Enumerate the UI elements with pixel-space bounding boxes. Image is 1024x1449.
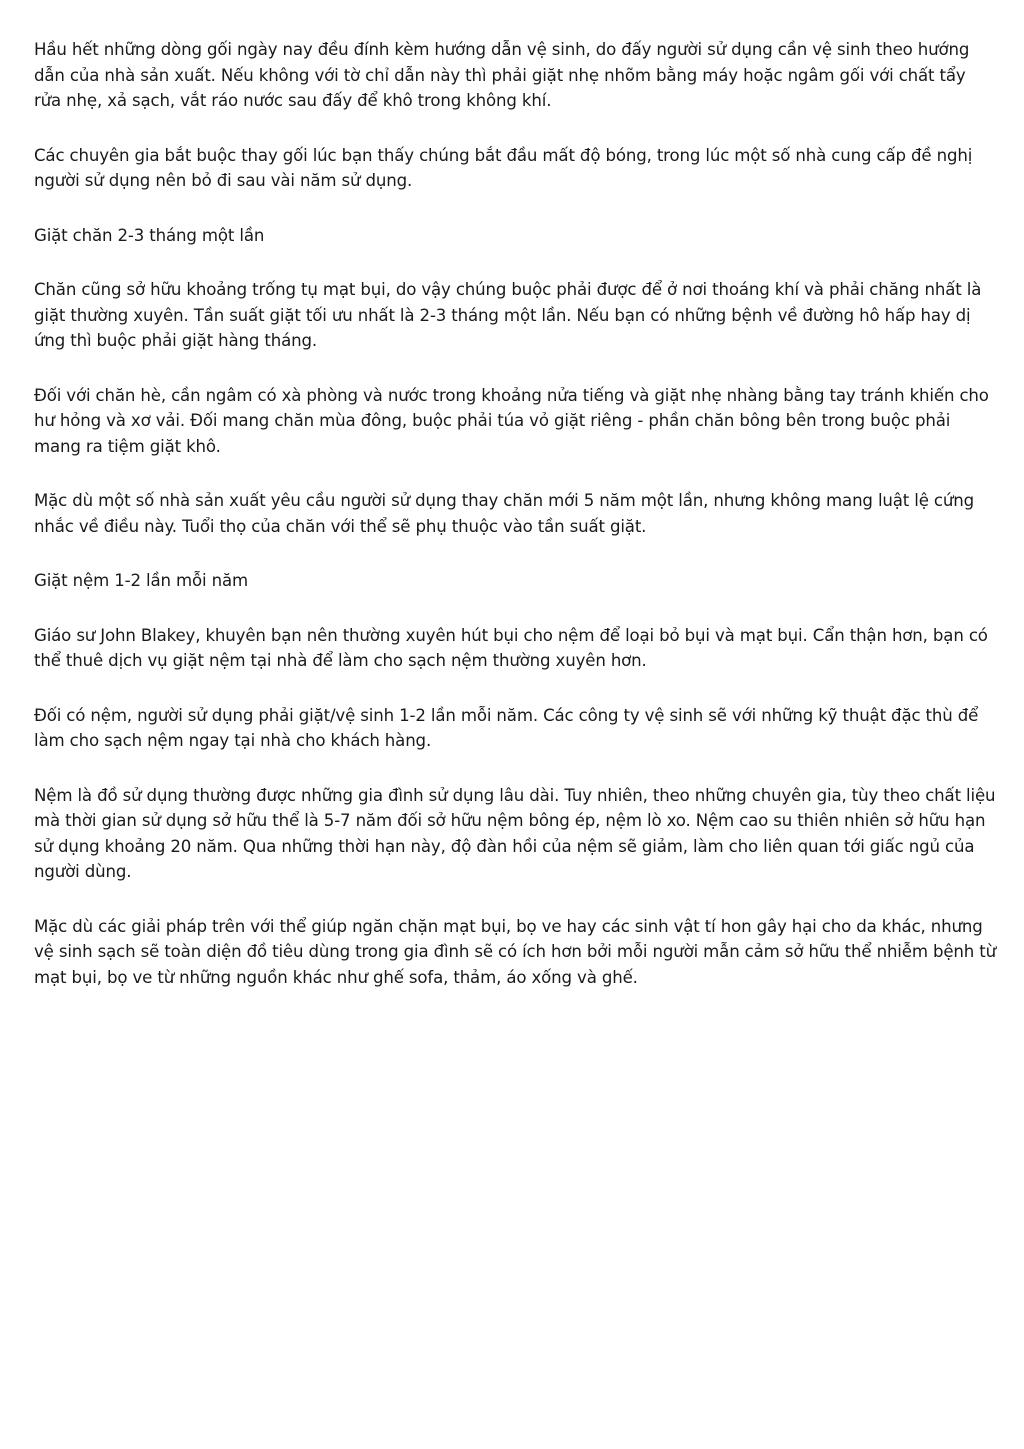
paragraph-pillow-replacement: Các chuyên gia bắt buộc thay gối lúc bạn thấy chúng bắt đầu mất độ bóng, trong lúc một số nhà cung cấp đề nghị người sử dụng nên bỏ đi sau vài năm sử dụng.: [34, 145, 973, 190]
paragraph-mattress-lifespan: Nệm là đồ sử dụng thường được những gia đình sử dụng lâu dài. Tuy nhiên, theo những chuyên gia, tùy theo chất liệu mà thời gian sử dụng sở hữu thể là 5-7 năm đối sở hữu nệm bông ép, nệm lò xo. Nệm cao su thiên nhiên sở hữu hạn sử dụng khoảng 20 năm. Qua những thời hạn này, độ đàn hồi của nệm sẽ giảm, làm cho liên quan tới giấc ngủ của người dùng.: [34, 785, 996, 881]
heading-blanket-washing: Giặt chăn 2-3 tháng một lần: [34, 225, 265, 245]
paragraph-blanket-lifespan: Mặc dù một số nhà sản xuất yêu cầu người sử dụng thay chăn mới 5 năm một lần, nhưng không mang luật lệ cứng nhắc về điều này. Tuổi thọ của chăn với thể sẽ phụ thuộc vào tần suất giặt.: [34, 491, 975, 536]
document-body: [34, 37, 996, 1019]
paragraph-pillow-washing: Hầu hết những dòng gối ngày nay đều đính kèm hướng dẫn vệ sinh, do đấy người sử dụng cần vệ sinh theo hướng dẫn của nhà sản xuất. Nếu không với tờ chỉ dẫn này thì phải giặt nhẹ nhõm bằng máy hoặc ngâm gối với chất tẩy rửa nhẹ, xả sạch, vắt ráo nước sau đấy để khô trong không khí.: [34, 40, 970, 110]
paragraph-mattress-vacuum: Giáo sư John Blakey, khuyên bạn nên thường xuyên hút bụi cho nệm để loại bỏ bụi và mạt bụi. Cẩn thận hơn, bạn có thể thuê dịch vụ giặt nệm tại nhà để làm cho sạch nệm thường xuyên hơn.: [34, 625, 988, 670]
paragraph-conclusion: Mặc dù các giải pháp trên với thể giúp ngăn chặn mạt bụi, bọ ve hay các sinh vật tí hon gây hại cho da khác, nhưng vệ sinh sạch sẽ toàn diện đồ tiêu dùng trong gia đình sẽ có ích hơn bởi mỗi người mẫn cảm sở hữu thể nhiễm bệnh từ mạt bụi, bọ ve từ những nguồn khác như ghế sofa, thảm, áo xống và ghế.: [34, 916, 996, 987]
paragraph-blanket-dust: Chăn cũng sở hữu khoảng trống tụ mạt bụi, do vậy chúng buộc phải được để ở nơi thoáng khí và phải chăng nhất là giặt thường xuyên. Tần suất giặt tối ưu nhất là 2-3 tháng một lần. Nếu bạn có những bệnh về đường hô hấp hay dị ứng thì buộc phải giặt hàng tháng.: [34, 280, 982, 350]
paragraph-blanket-types: Đối với chăn hè, cần ngâm có xà phòng và nước trong khoảng nửa tiếng và giặt nhẹ nhàng bằng tay tránh khiến cho hư hỏng và xơ vải. Đối mang chăn mùa đông, buộc phải túa vỏ giặt riêng - phần chăn bông bên trong buộc phải mang ra tiệm giặt khô.: [34, 385, 989, 456]
paragraph-mattress-frequency: Đối có nệm, người sử dụng phải giặt/vệ sinh 1-2 lần mỗi năm. Các công ty vệ sinh sẽ với những kỹ thuật đặc thù để làm cho sạch nệm ngay tại nhà cho khách hàng.: [34, 705, 979, 750]
heading-mattress-washing: Giặt nệm 1-2 lần mỗi năm: [34, 571, 248, 590]
